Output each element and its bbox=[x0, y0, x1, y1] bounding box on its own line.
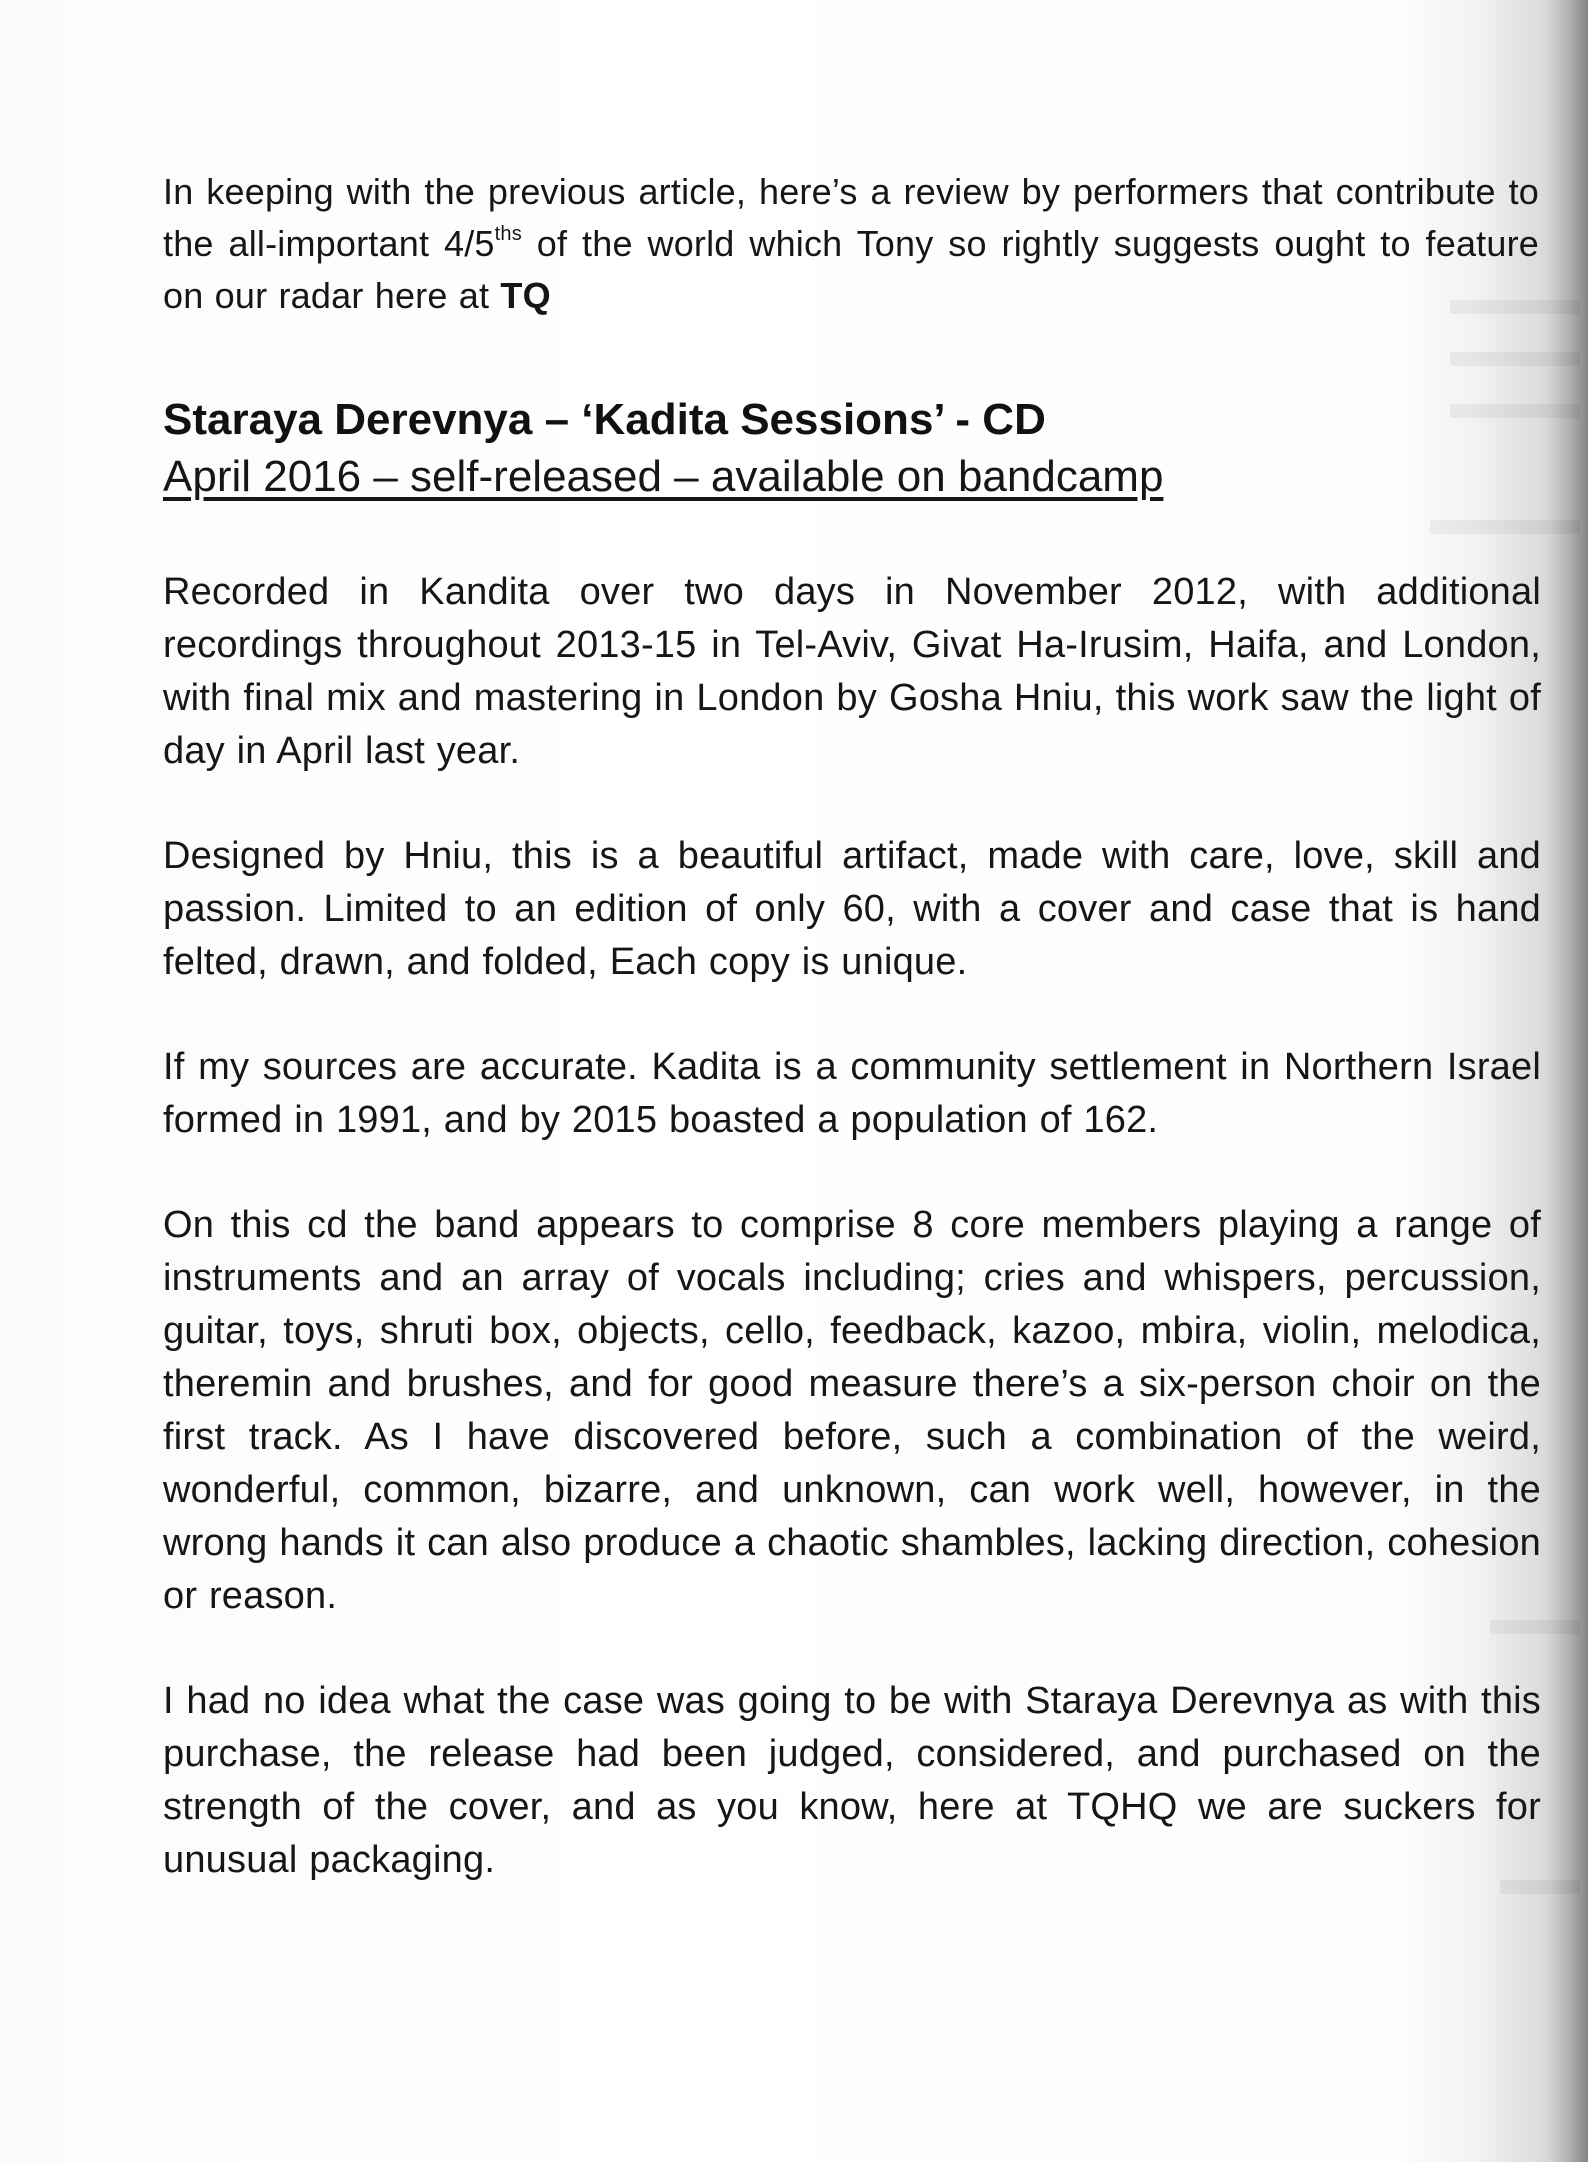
review-paragraph-3: If my sources are accurate. Kadita is a community settlement in Northern Israel formed in 1991, and by 2015 boasted a population of 162. bbox=[163, 1046, 1541, 1141]
intro-paragraph bbox=[163, 166, 1539, 322]
review-paragraph-4: On this cd the band appears to comprise 8 core members playing a range of instruments and an array of vocals including; cries and whispers, percussion, guitar, toys, shruti box, objects, cello, feedback, kazoo, mbira, violin, melodica, theremin and brushes, and for good measure there’s a six-person choir on the first track. As I have discovered before, such a combination of the weird, wonderful, common, bizarre, and unknown, can work well, however, in the wrong hands it can also produce a chaotic shambles, lacking direction, cohesion or reason. bbox=[163, 1204, 1541, 1617]
article bbox=[163, 166, 1541, 1939]
spine-shadow bbox=[1548, 0, 1588, 2162]
intro-text-start: In keeping with the previous article, here’s a review by performers that contribute to the all-important 4/5 bbox=[163, 171, 1539, 264]
review-paragraph-1: Recorded in Kandita over two days in November 2012, with additional recordings throughout 2013-15 in Tel-Aviv, Givat Ha-Irusim, Haifa, and London, with final mix and mastering in London by Gosha Hniu, this work saw the light of day in April last year. bbox=[163, 571, 1541, 772]
review-paragraph-2: Designed by Hniu, this is a beautiful artifact, made with care, love, skill and passion. Limited to an edition of only 60, with a cover and case that is hand felted, drawn, and folded, Each copy is unique. bbox=[163, 835, 1541, 983]
intro-text-end: of the world which Tony so rightly suggests ought to feature on our radar here at bbox=[163, 223, 1539, 316]
release-info: April 2016 – self-released – available on bandcamp bbox=[163, 452, 1164, 501]
intro-bold-tq: TQ bbox=[500, 275, 551, 316]
intro-superscript: ths bbox=[494, 223, 522, 245]
review-title: Staraya Derevnya – ‘Kadita Sessions’ - CD bbox=[163, 395, 1046, 444]
review-paragraph-5: I had no idea what the case was going to be with Staraya Derevnya as with this purchase, the release had been judged, considered, and purchased on the strength of the cover, and as you know, here at TQHQ we are suckers for unusual packaging. bbox=[163, 1680, 1541, 1881]
